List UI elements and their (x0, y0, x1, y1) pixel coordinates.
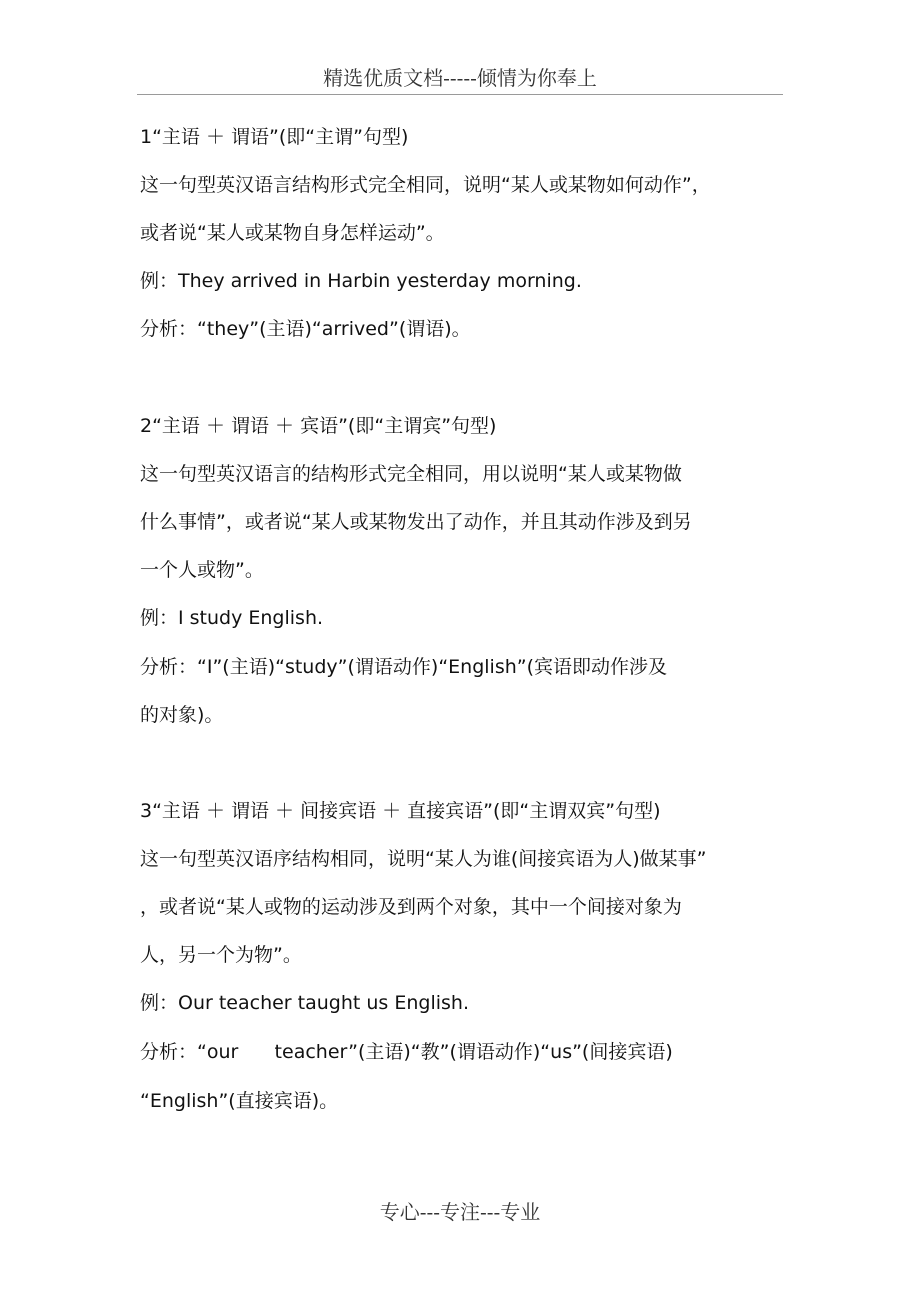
section-2-heading: 2“主语 ＋ 谓语 ＋ 宾语”(即“主谓宾”句型) (140, 415, 497, 437)
section-2-analysis-line-2: 的对象)。 (140, 704, 224, 726)
section-1-description-line-2: 或者说“某人或某物自身怎样运动”。 (140, 222, 445, 244)
section-3-description-line-2: ，或者说“某人或物的运动涉及到两个对象，其中一个间接对象为 (140, 896, 682, 918)
section-1-description-line-1: 这一句型英汉语言结构形式完全相同，说明“某人或某物如何动作”， (140, 174, 711, 196)
section-2-description-line-2: 什么事情”，或者说“某人或某物发出了动作，并且其动作涉及到另 (140, 511, 692, 533)
section-2-example: 例：I study English. (140, 607, 324, 629)
section-2-description-line-3: 一个人或物”。 (140, 559, 264, 581)
section-3-example: 例：Our teacher taught us English. (140, 992, 470, 1014)
section-3-analysis-line-1: 分析：“our teacher”(主语)“教”(谓语动作)“us”(间接宾语) (140, 1041, 673, 1063)
section-2-description-line-1: 这一句型英汉语言的结构形式完全相同，用以说明“某人或某物做 (140, 463, 682, 485)
header-divider (137, 94, 783, 95)
section-2-analysis-line-1: 分析：“I”(主语)“study”(谓语动作)“English”(宾语即动作涉及 (140, 656, 668, 678)
section-3-description-line-1: 这一句型英汉语序结构相同，说明“某人为谁(间接宾语为人)做某事” (140, 848, 707, 870)
section-3-description-line-3: 人，另一个为物”。 (140, 944, 302, 966)
page-header: 精选优质文档-----倾情为你奉上 (323, 66, 597, 90)
page-footer: 专心---专注---专业 (379, 1200, 541, 1224)
section-1-example: 例：They arrived in Harbin yesterday morning. (140, 270, 582, 292)
section-1-analysis-line-1: 分析：“they”(主语)“arrived”(谓语)。 (140, 318, 471, 340)
section-3-heading: 3“主语 ＋ 谓语 ＋ 间接宾语 ＋ 直接宾语”(即“主谓双宾”句型) (140, 800, 661, 822)
section-3-analysis-line-2: “English”(直接宾语)。 (140, 1090, 339, 1112)
section-1-heading: 1“主语 ＋ 谓语”(即“主谓”句型) (140, 126, 409, 148)
